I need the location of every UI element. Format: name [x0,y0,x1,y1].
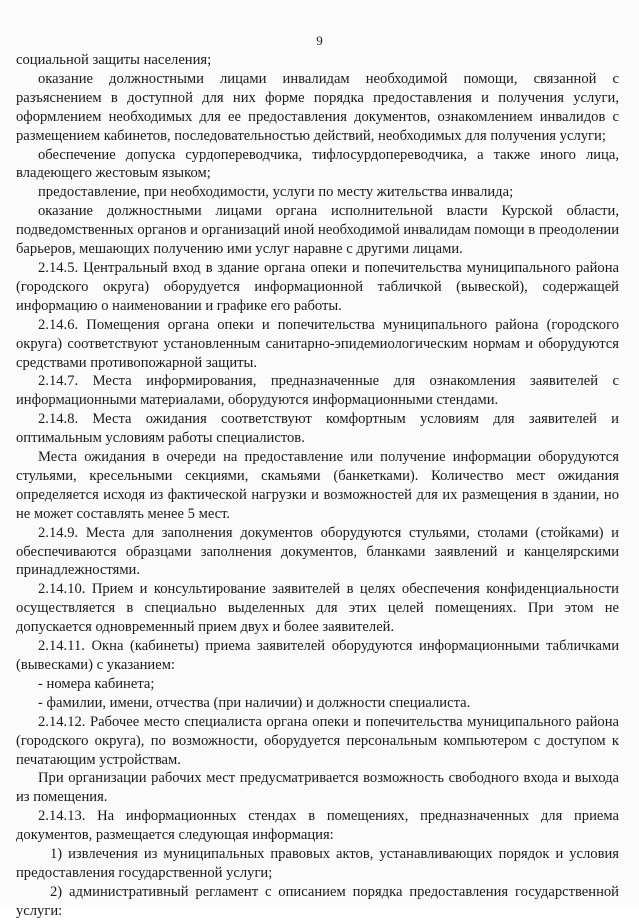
list-item: 1) извлечения из муниципальных правовых актов, устанавливающих порядок и условия предоставления государственной услуги; [16,846,619,881]
paragraph: социальной защиты населения; [16,52,212,68]
paragraph: При организации рабочих мест предусматривается возможность свободного входа и выхода из помещения. [16,770,619,806]
paragraph: 2.14.11. Окна (кабинеты) приема заявителей оборудуются информационными табличками (вывесками) с указанием: [16,638,619,673]
paragraph: 2.14.6. Помещения органа опеки и попечительства муниципального района (городского округа) соответствуют установленным санитарно-эпидемиологическим нормам и оборудуются средствами противопожарной защиты. [16,316,619,371]
paragraph: 2.14.9. Места для заполнения документов оборудуются стульями, столами (стойками) и обеспечиваются образцами заполнения документов, бланками заявлений и канцелярскими принадлежностями. [16,524,619,579]
paragraph: 2.14.5. Центральный вход в здание органа опеки и попечительства муниципального района (городского округа) оборудуется информационной табличкой (вывеской), содержащей информацию о наименовании и графике его работы. [16,259,619,314]
list-item: - фамилии, имени, отчества (при наличии) и должности специалиста. [38,694,471,711]
paragraph: 2.14.7. Места информирования, предназначенные для ознакомления заявителей с информационными материалами, оборудуются информационными стендами. [16,373,619,409]
paragraph: оказание должностными лицами органа исполнительной власти Курской области, подведомственных органов и организаций иной необходимой инвалидам помощи в преодолении барьеров, мешающих получению ими услуг наравне с другими лицами. [16,203,619,258]
list-item: - номера кабинета; [38,675,155,692]
paragraph: 2.14.12. Рабочее место специалиста органа опеки и попечительства муниципального района (городского округа), по возможности, оборудуется персональным компьютером с доступом к печатающим устройствам. [16,713,619,768]
paragraph: предоставление, при необходимости, услуги по месту жительства инвалида; [38,184,514,201]
paragraph: 2.14.10. Прием и консультирование заявителей в целях обеспечения конфиденциальности осуществляется в специально выделенных для этих целей помещениях. При этом не допускается одновременный прием двух и более заявителей. [16,581,619,636]
list-item: 2) административный регламент с описанием порядка предоставления государственной услуги: [16,883,619,919]
document-body [16,51,619,921]
page-number: 9 [316,33,323,48]
paragraph: оказание должностными лицами инвалидам необходимой помощи, связанной с разъяснением в доступной для них форме порядка предоставления и получения услуги, оформлением необходимых для ее предоставления документов, ознакомлением инвалидов с размещением кабинетов, последовательностью действий, необходимых для получения услуги; [16,70,619,144]
paragraph: 2.14.13. На информационных стендах в помещениях, предназначенных для приема документов, размещается следующая информация: [16,808,619,844]
paragraph: Места ожидания в очереди на предоставление или получение информации оборудуются стульями, кресельными секциями, скамьями (банкетками). Количество мест ожидания определяется исходя из фактической нагрузки и возможностей для их размещения в здании, но не может составлять менее 5 мест. [16,449,619,522]
paragraph: обеспечение допуска сурдопереводчика, тифлосурдопереводчика, а также иного лица, владеющего жестовым языком; [16,146,619,182]
paragraph: 2.14.8. Места ожидания соответствуют комфортным условиям для заявителей и оптимальным условиям работы специалистов. [16,411,619,447]
